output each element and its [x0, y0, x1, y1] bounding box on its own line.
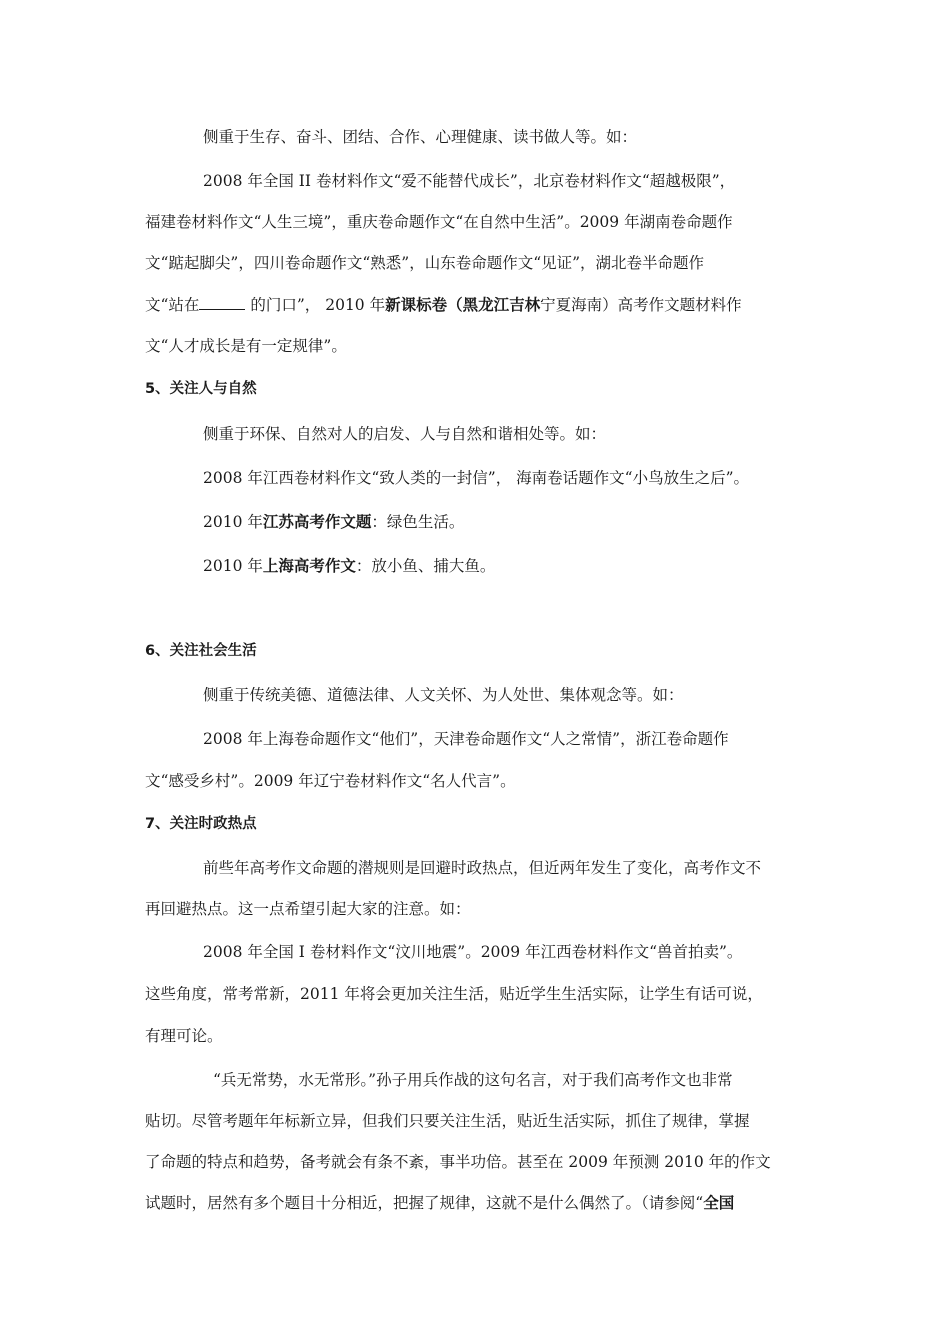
paragraph-line — [145, 295, 815, 315]
text-segment: 宁夏海南）高考作文题材料作 — [540, 296, 742, 314]
text-segment: 2010 年 — [203, 513, 263, 531]
paragraph-line: 2008 年上海卷命题作文“他们”，天津卷命题作文“人之常情”，浙江卷命题作 — [203, 730, 729, 748]
paragraph-line: 前些年高考作文命题的潜规则是回避时政热点，但近两年发生了变化，高考作文不 — [203, 859, 762, 877]
paragraph-line: 文“感受乡村”。2009 年辽宁卷材料作文“名人代言”。 — [145, 772, 516, 790]
paragraph-line: 侧重于传统美德、道德法律、人文关怀、为人处世、集体观念等。如： — [203, 686, 684, 704]
text-segment: 试题时，居然有多个题目十分相近，把握了规律，这就不是什么偶然了。（请参阅“ — [145, 1194, 704, 1212]
bold-text: 新课标卷（黑龙江吉林 — [385, 296, 541, 314]
paragraph-line: 侧重于生存、奋斗、团结、合作、心理健康、读书做人等。如： — [203, 128, 638, 146]
text-segment: ：绿色生活。 — [371, 513, 465, 531]
paragraph-line: 这些角度，常考常新，2011 年将会更加关注生活，贴近学生生活实际，让学生有话可说， — [145, 985, 763, 1003]
paragraph-line: 福建卷材料作文“人生三境”，重庆卷命题作文“在自然中生活”。2009 年湖南卷命题作 — [145, 213, 733, 231]
paragraph-line: “兵无常势，水无常形。”孙子用兵作战的这句名言，对于我们高考作文也非常 — [213, 1071, 733, 1089]
bold-text: 江苏高考作文题 — [262, 513, 372, 531]
paragraph-line: 文“踮起脚尖”，四川卷命题作文“熟悉”，山东卷命题作文“见证”，湖北卷半命题作 — [145, 254, 705, 272]
bold-text: 上海高考作文 — [262, 557, 356, 575]
paragraph-line: 再回避热点。这一点希望引起大家的注意。如： — [145, 900, 471, 918]
text-segment: 文“站在 — [145, 296, 200, 314]
fill-blank — [199, 295, 245, 310]
paragraph-line: 2008 年全国 II 卷材料作文“爱不能替代成长”，北京卷材料作文“超越极限”， — [203, 172, 736, 190]
paragraph-line: 文“人才成长是有一定规律”。 — [145, 337, 347, 355]
text-segment: 2010 年 — [203, 557, 263, 575]
section-heading: 7、关注时政热点 — [145, 816, 257, 832]
section-heading: 6、关注社会生活 — [145, 643, 257, 659]
paragraph-line: 2008 年全国 I 卷材料作文“汶川地震”。2009 年江西卷材料作文“兽首拍卖”。 — [203, 943, 743, 961]
paragraph-line: 了命题的特点和趋势，备考就会有条不紊，事半功倍。甚至在 2009 年预测 2010 年的作文 — [145, 1153, 771, 1171]
paragraph-line — [145, 1193, 815, 1213]
section-heading: 5、关注人与自然 — [145, 381, 257, 397]
text-segment: ：放小鱼、捕大鱼。 — [355, 557, 496, 575]
paragraph-line: 侧重于环保、自然对人的启发、人与自然和谐相处等。如： — [203, 425, 607, 443]
paragraph-line — [203, 556, 815, 576]
paragraph-line: 贴切。尽管考题年年标新立异，但我们只要关注生活，贴近生活实际，抓住了规律，掌握 — [145, 1112, 750, 1130]
text-segment: 的门口”， 2010 年 — [245, 296, 386, 314]
paragraph-line: 2008 年江西卷材料作文“致人类的一封信”， 海南卷话题作文“小鸟放生之后”。 — [203, 469, 749, 487]
bold-text: 全国 — [703, 1194, 735, 1212]
paragraph-line — [203, 512, 815, 532]
paragraph-line: 有理可论。 — [145, 1027, 223, 1045]
